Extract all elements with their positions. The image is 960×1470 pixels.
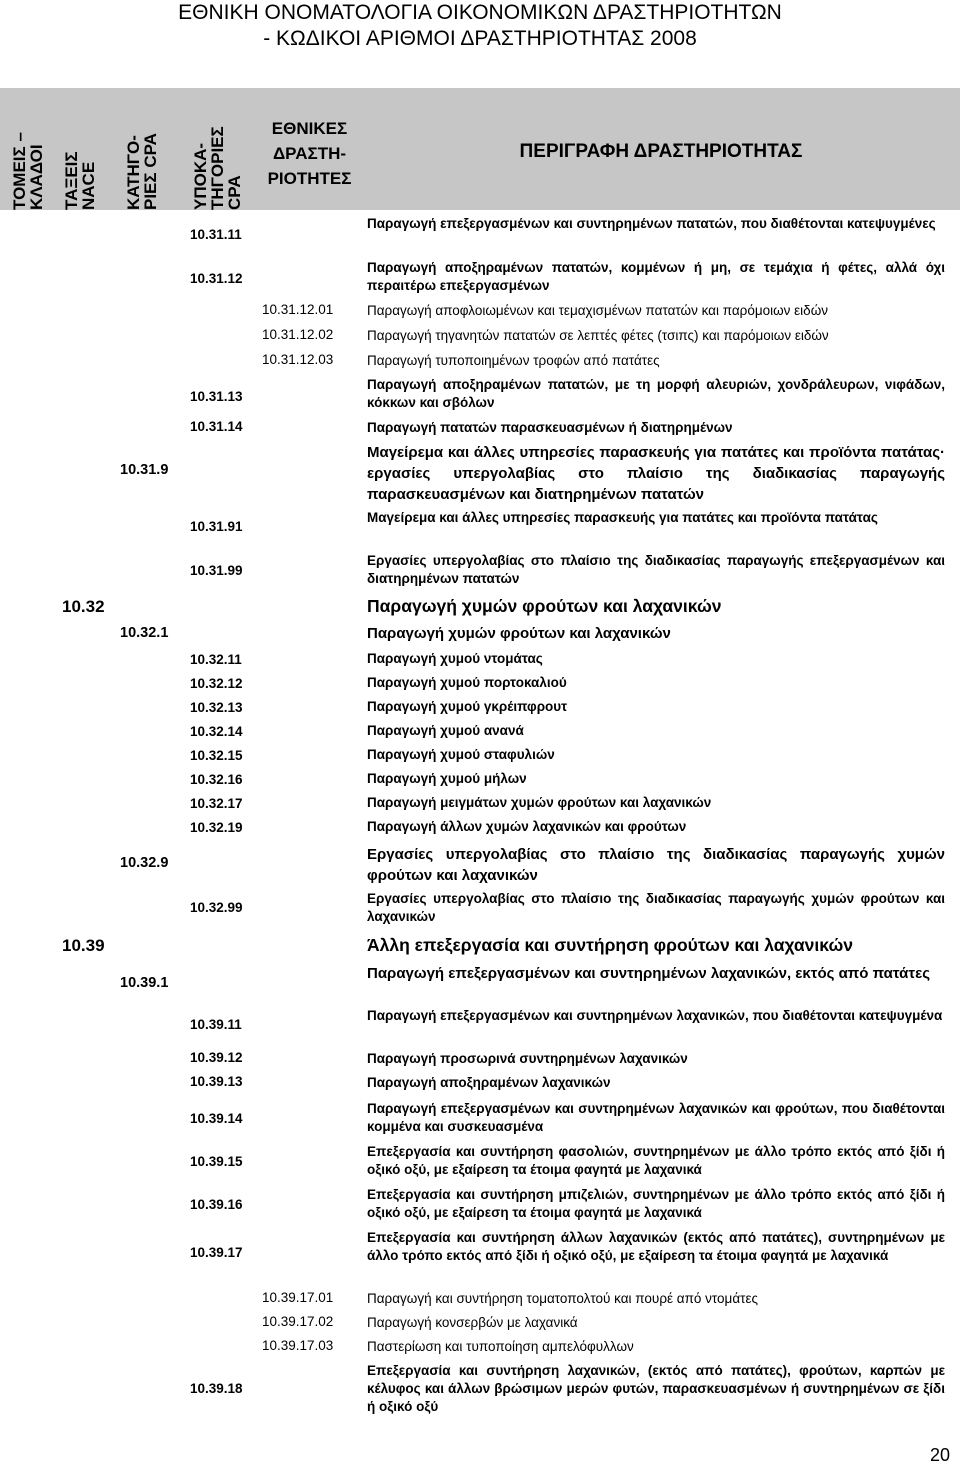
row-code: 10.39.15 <box>190 1154 243 1169</box>
row-description: Παραγωγή χυμού μήλων <box>367 771 527 786</box>
row-description: Παραγωγή πατατών παρασκευασμένων ή διατηρημένων <box>367 420 733 435</box>
row-code: 10.31.99 <box>190 563 243 578</box>
header-categories <box>124 90 160 210</box>
header-national-line3: ΡΙΟΤΗΤΕΣ <box>267 169 352 188</box>
row-description: Παραγωγή άλλων χυμών λαχανικών και φρούτων <box>367 819 687 834</box>
row-description: Παραγωγή επεξεργασμένων και συντηρημένων λαχανικών και φρούτων, που διαθέτονται κομμένα και συσκευασμένα <box>367 1101 945 1134</box>
row-code: 10.39.11 <box>190 1017 242 1032</box>
row-code: 10.32.15 <box>190 748 243 763</box>
row-code: 10.31.12.02 <box>262 327 334 342</box>
row-code: 10.32.99 <box>190 900 243 915</box>
header-classes-line1: ΤΑΞΕΙΣ <box>62 151 81 210</box>
header-categories-line1: ΚΑΤΗΓΟ- <box>124 135 143 210</box>
row-description: Παραγωγή χυμών φρούτων και λαχανικών <box>367 596 722 616</box>
document-title-line1: ΕΘΝΙΚΗ ΟΝΟΜΑΤΟΛΟΓΙΑ ΟΙΚΟΝΟΜΙΚΩΝ ΔΡΑΣΤΗΡΙΟΤΗΤΩΝ <box>178 1 782 24</box>
row-code: 10.32.16 <box>190 772 243 787</box>
header-subcategories-line3: CPA <box>224 175 244 210</box>
row-description: Παστερίωση και τυποποίηση αμπελόφυλλων <box>367 1339 634 1354</box>
row-description: Άλλη επεξεργασία και συντήρηση φρούτων και λαχανικών <box>367 935 853 955</box>
row-code: 10.39.17.02 <box>262 1314 334 1329</box>
row-code: 10.31.14 <box>190 419 243 434</box>
row-code: 10.32.9 <box>120 855 169 871</box>
row-description: Παραγωγή αποξηραμένων λαχανικών <box>367 1075 611 1090</box>
row-description: Παραγωγή χυμού γκρέιπφρουτ <box>367 699 568 714</box>
row-description: Εργασίες υπεργολαβίας στο πλαίσιο της διαδικασίας παραγωγής επεξεργασμένων και διατηρημένων πατατών <box>367 553 945 586</box>
row-description: Παραγωγή προσωρινά συντηρημένων λαχανικών <box>367 1051 688 1066</box>
row-code: 10.31.12.01 <box>262 302 334 317</box>
row-description: Μαγείρεμα και άλλες υπηρεσίες παρασκευής για πατάτες και προϊόντα πατάτας· εργασίες υπεργολαβίας στο πλαίσιο της διαδικασίας παραγωγής παρασκευασμένων και διατηρημένων πατατών <box>367 444 945 503</box>
page-number: 20 <box>930 1445 951 1465</box>
row-code: 10.31.91 <box>190 519 243 534</box>
row-code: 10.31.12 <box>190 271 243 286</box>
header-classes-line2: NACE <box>79 161 98 210</box>
header-subcategories-line2: ΤΗΓΟΡΙΕΣ <box>207 126 227 210</box>
header-classes <box>62 90 98 210</box>
row-description: Επεξεργασία και συντήρηση φασολιών, συντηρημένων με άλλο τρόπο εκτός από ξίδι ή οξικό οξύ, με εξαίρεση τα έτοιμα φαγητά με λαχανικά <box>367 1144 945 1177</box>
row-description: Παραγωγή τυποποιημένων τροφών από πατάτες <box>367 353 660 368</box>
row-description: Εργασίες υπεργολαβίας στο πλαίσιο της διαδικασίας παραγωγής χυμών φρούτων και λαχανικών <box>367 891 945 924</box>
row-code: 10.39.13 <box>190 1074 243 1089</box>
row-code: 10.39.18 <box>190 1381 243 1396</box>
row-code: 10.31.12.03 <box>262 352 334 367</box>
row-description: Επεξεργασία και συντήρηση μπιζελιών, συντηρημένων με άλλο τρόπο εκτός από ξίδι ή οξικό οξύ, με εξαίρεση τα έτοιμα φαγητά με λαχανικά <box>367 1187 945 1220</box>
row-description: Παραγωγή τηγανητών πατατών σε λεπτές φέτες (τσιπς) και παρόμοιων ειδών <box>367 328 829 343</box>
row-code: 10.32.11 <box>190 652 242 667</box>
row-code: 10.32.17 <box>190 796 243 811</box>
row-description: Παραγωγή χυμών φρούτων και λαχανικών <box>367 625 671 642</box>
row-description: Παραγωγή αποξηραμένων πατατών, με τη μορφή αλευριών, χονδράλευρων, νιφάδων, κόκκων και σβόλων <box>367 377 945 410</box>
row-code: 10.39 <box>62 936 105 955</box>
row-code: 10.31.11 <box>190 227 242 242</box>
header-national <box>262 116 357 191</box>
row-description: Παραγωγή επεξεργασμένων και συντηρημένων λαχανικών, που διαθέτονται κατεψυγμένα <box>367 1008 943 1023</box>
header-sectors-line1: ΤΟΜΕΙΣ – <box>10 132 29 210</box>
row-code: 10.39.14 <box>190 1111 243 1126</box>
header-sectors-line2: ΚΛΑΔΟΙ <box>27 144 46 210</box>
row-description: Παραγωγή αποφλοιωμένων και τεμαχισμένων πατατών και παρόμοιων ειδών <box>367 303 828 318</box>
document-title-line2: - ΚΩΔΙΚΟΙ ΑΡΙΘΜΟΙ ΔΡΑΣΤΗΡΙΟΤΗΤΑΣ 2008 <box>263 27 697 50</box>
row-code: 10.32.12 <box>190 676 243 691</box>
header-subcategories-line1: ΥΠΟΚΑ- <box>190 142 210 210</box>
row-description: Παραγωγή χυμού ανανά <box>367 723 524 738</box>
header-national-line1: ΕΘΝΙΚΕΣ <box>271 119 348 138</box>
row-description: Παραγωγή χυμού πορτοκαλιού <box>367 675 567 690</box>
row-description: Εργασίες υπεργολαβίας στο πλαίσιο της διαδικασίας παραγωγής χυμών φρούτων και λαχανικών <box>367 846 945 884</box>
header-sectors <box>10 90 46 210</box>
row-code: 10.39.17.03 <box>262 1338 334 1353</box>
row-description: Μαγείρεμα και άλλες υπηρεσίες παρασκευής για πατάτες και προϊόντα πατάτας <box>367 510 878 525</box>
row-code: 10.32.19 <box>190 820 243 835</box>
row-description: Παραγωγή χυμού σταφυλιών <box>367 747 555 762</box>
row-description: Παραγωγή μειγμάτων χυμών φρούτων και λαχανικών <box>367 795 712 810</box>
header-description: ΠΕΡΙΓΡΑΦΗ ΔΡΑΣΤΗΡΙΟΤΗΤΑΣ <box>519 141 803 162</box>
row-description: Παραγωγή χυμού ντομάτας <box>367 651 543 666</box>
row-code: 10.39.17.01 <box>262 1290 334 1305</box>
row-description: Επεξεργασία και συντήρηση άλλων λαχανικών (εκτός από πατάτες), συντηρημένων με άλλο τρόπο εκτός από ξίδι ή οξικό οξύ, με εξαίρεση τα έτοιμα φαγητά με λαχανικά <box>367 1230 945 1263</box>
row-description: Παραγωγή επεξεργασμένων και συντηρημένων λαχανικών, εκτός από πατάτες <box>367 965 931 982</box>
header-national-line2: ΔΡΑΣΤΗ- <box>272 144 347 163</box>
row-code: 10.32.1 <box>120 625 169 641</box>
row-code: 10.39.12 <box>190 1050 243 1065</box>
row-code: 10.39.1 <box>120 975 169 991</box>
row-code: 10.32 <box>62 597 105 616</box>
row-description: Παραγωγή και συντήρηση τοματοπολτού και πουρέ από ντομάτες <box>367 1291 758 1306</box>
header-subcategories <box>190 88 244 210</box>
row-code: 10.39.17 <box>190 1245 243 1260</box>
row-code: 10.31.9 <box>120 462 169 478</box>
row-description: Επεξεργασία και συντήρηση λαχανικών, (εκτός από πατάτες), φρούτων, καρπών με κέλυφος και άλλων βρώσιμων μερών φυτών, παρασκευασμένων ή συντηρημένων σε ξίδι ή οξικό οξύ <box>367 1363 945 1414</box>
row-code: 10.39.16 <box>190 1197 243 1212</box>
row-description: Παραγωγή επεξεργασμένων και συντηρημένων πατατών, που διαθέτονται κατεψυγμένες <box>367 216 936 231</box>
row-description: Παραγωγή αποξηραμένων πατατών, κομμένων ή μη, σε τεμάχια ή φέτες, αλλά όχι περαιτέρω επεξεργασμένων <box>367 260 945 293</box>
row-code: 10.32.13 <box>190 700 243 715</box>
row-code: 10.31.13 <box>190 389 243 404</box>
row-code: 10.32.14 <box>190 724 243 739</box>
header-categories-line2: ΡΙΕΣ CPA <box>141 133 160 210</box>
row-description: Παραγωγή κονσερβών με λαχανικά <box>367 1315 578 1330</box>
